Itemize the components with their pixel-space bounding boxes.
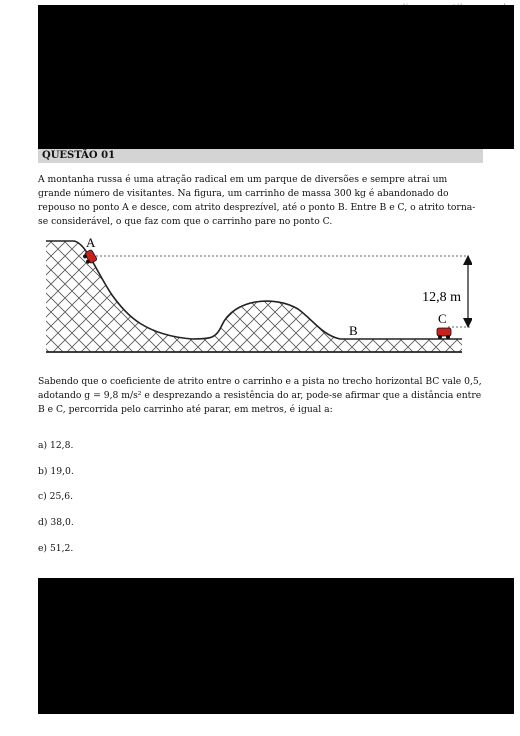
cart-icon-c [437,328,451,339]
track-hatched-fill [46,241,462,352]
question-sheet [38,149,483,578]
black-band-top [38,5,514,149]
roller-coaster-figure [44,235,472,359]
question-intro: A montanha russa é uma atração radical em um parque de diversões e sempre atrai um grande número de visitantes. Na figura, um carrinho de massa 300 kg é abandonado do repouso no ponto A e desce, com atrito desprezível, até o ponto B. Entre B e C, o atrito torna-se considerável, o que faz com que o carrinho pare no ponto C. [38,174,476,227]
height-label: 12,8 m [422,290,461,305]
question-prompt: Sabendo que o coeficiente de atrito entre o carrinho e a pista no trecho horizontal BC vale 0,5, adotando g = 9,8 m/s² e desprezando a resistência do ar, pode-se afirmar que a distância entre B e C, percorrida pelo carrinho até parar, em metros, é igual a: [38,376,482,415]
option-c[interactable]: c) 25,6. [38,491,74,502]
option-a[interactable]: a) 12,8. [38,440,74,451]
option-d[interactable]: d) 38,0. [38,517,74,528]
option-b[interactable]: b) 19,0. [38,466,74,477]
option-e[interactable]: e) 51,2. [38,543,74,554]
question-header [38,149,483,163]
black-band-bottom [38,578,514,714]
question-title: QUESTÃO 01 [42,150,116,161]
point-c-label: C [438,311,447,326]
height-dimension-arrow [463,255,472,328]
point-a-label: A [86,235,96,250]
point-b-label: B [349,323,358,338]
